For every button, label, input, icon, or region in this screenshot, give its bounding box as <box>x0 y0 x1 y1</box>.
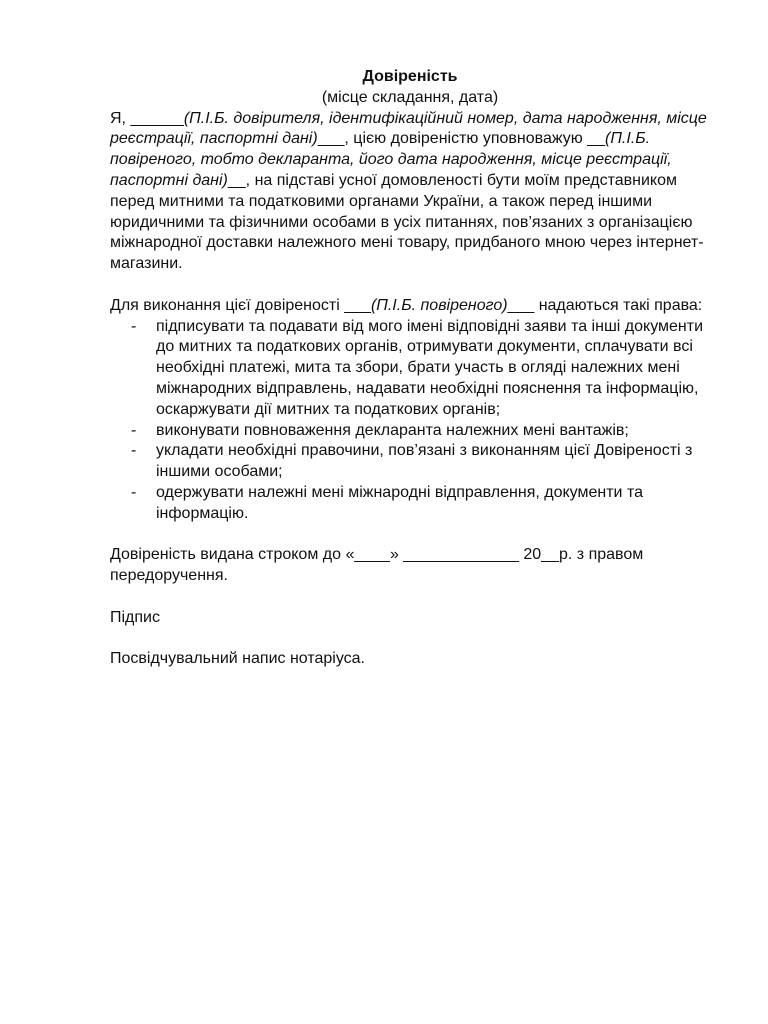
notary-line: Посвідчувальний напис нотаріуса. <box>110 650 365 668</box>
intro-text-2: ___, цією довіреністю уповноважую __ <box>317 130 605 148</box>
spacer <box>110 587 710 608</box>
rights-intro-text-1: Для виконання цієї довіреності ___ <box>110 296 371 314</box>
rights-intro-placeholder-agent: (П.І.Б. повіреного) <box>370 296 508 314</box>
list-bullet: - <box>131 317 137 335</box>
intro-text-3: __, на підставі усної домовленості бути моїм представником перед митними та податковими органами України, а також перед іншими юридичними та фізичними особами в усіх питаннях, пов’язаних з організацією міжнародної доставки належного мені товару, придбаного мною через інтернет-магазини. <box>110 171 704 273</box>
list-item-text: укладати необхідні правочини, пов’язані з виконанням цієї Довіреності з іншими особами; <box>156 442 693 481</box>
list-item-text: підписувати та подавати від мого імені відповідні заяви та інші документи до митних та податкових органів, отримувати документи, сплачувати всі необхідні платежі, мита та збори, брати участь в огляді належних мені міжнародних відправлень, надавати необхідні пояснення та інформацію, оскаржувати дії митних та податкових органів; <box>156 317 704 418</box>
intro-paragraph <box>110 109 710 275</box>
signature-line: Підпис <box>110 608 160 626</box>
rights-intro-paragraph <box>110 296 710 317</box>
list-item-text: виконувати повноваження декларанта належних мені вантажів; <box>156 421 629 439</box>
list-bullet: - <box>131 421 137 439</box>
rights-list <box>110 317 710 525</box>
term-paragraph: Довіреність видана строком до «____» _____________ 20__р. з правом передоручення. <box>110 546 644 585</box>
list-item <box>110 441 710 483</box>
spacer <box>110 629 710 650</box>
list-bullet: - <box>131 442 137 460</box>
place-date-line: (місце складання, дата) <box>321 88 499 106</box>
intro-text-1: Я, ______ <box>110 109 184 127</box>
list-bullet: - <box>131 483 137 501</box>
spacer <box>110 525 710 546</box>
document-title: Довіреність <box>362 68 458 85</box>
list-item <box>110 317 710 421</box>
list-item <box>110 483 710 525</box>
list-item-text: одержувати належні мені міжнародні відправлення, документи та інформацію. <box>156 483 643 522</box>
document-page <box>110 67 710 670</box>
spacer <box>110 275 710 296</box>
intro-placeholder-agent: (П.І.Б. повіреного, тобто декларанта, його дата народження, місце реєстрації, паспортні дані) <box>110 130 672 189</box>
rights-intro-text-2: ___ надаються такі права: <box>507 296 703 314</box>
list-item <box>110 421 710 442</box>
intro-placeholder-principal: (П.І.Б. довірителя, ідентифікаційний номер, дата народження, місце реєстрації, паспортні дані) <box>110 109 707 148</box>
